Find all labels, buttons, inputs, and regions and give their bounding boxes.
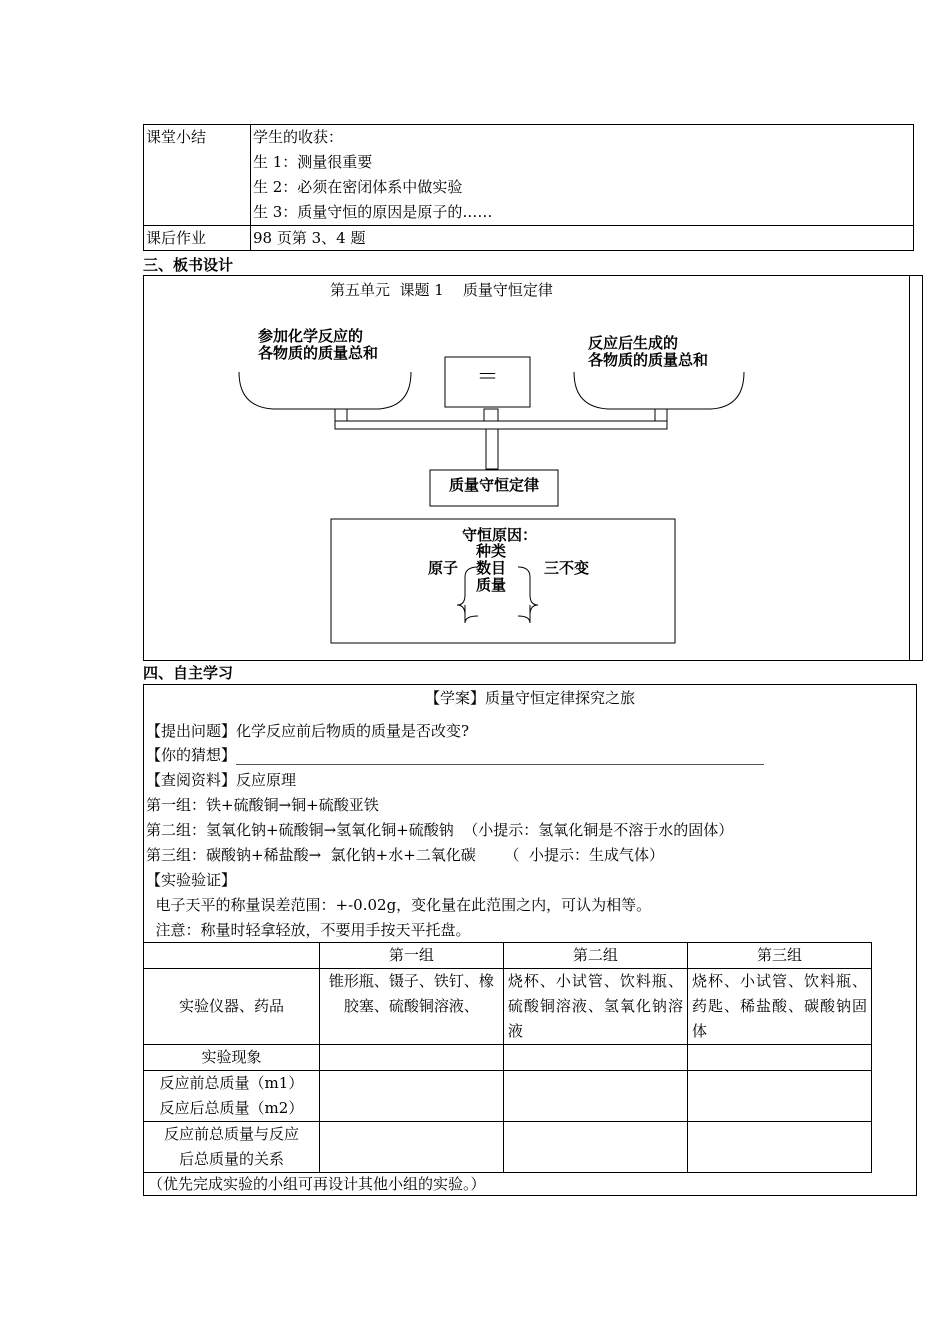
relation-group1[interactable] [319, 1122, 503, 1173]
phenomenon-group2[interactable] [503, 1045, 687, 1071]
row-label-equipment: 实验仪器、药品 [144, 969, 320, 1045]
balance-note: 电子天平的称量误差范围：+-0.02g，变化量在此范围之内，可认为相等。 [146, 896, 652, 914]
mass-label-line: 反应后总质量（m2） [159, 1099, 304, 1117]
left-pan [239, 372, 411, 409]
mass-label-line: 反应前总质量（m1） [159, 1074, 304, 1092]
header-group2: 第二组 [503, 943, 687, 969]
homework-label: 课后作业 [144, 226, 251, 251]
stand [486, 429, 498, 469]
summary-row [144, 125, 914, 226]
row-label-relation [144, 1122, 320, 1173]
section-3-title: 三、板书设计 [143, 256, 234, 274]
right-label-line: 各物质的质量总和 [588, 351, 709, 369]
mass-group3[interactable] [687, 1071, 871, 1122]
left-label-line: 参加化学反应的 [258, 327, 364, 345]
equipment-group2: 烧杯、小试管、饮料瓶、硫酸铜溶液、氢氧化钠溶液 [503, 969, 687, 1045]
reference-label: 【查阅资料】 [146, 771, 237, 789]
reference-text: 反应原理 [236, 771, 297, 789]
mass-group1[interactable] [319, 1071, 503, 1122]
reason-item: 质量 [476, 576, 507, 594]
summary-table [143, 124, 914, 251]
summary-line: 学生的收获： [253, 128, 344, 146]
summary-line: 生 1：测量很重要 [253, 153, 373, 171]
relation-group2[interactable] [503, 1122, 687, 1173]
mass-group2[interactable] [503, 1071, 687, 1122]
section-4-title: 四、自主学习 [143, 664, 234, 682]
homework-value: 98 页第 3、4 题 [251, 226, 914, 251]
summary-label-cell [144, 125, 251, 226]
homework-row [144, 226, 914, 251]
table-row [144, 969, 872, 1045]
row-label-phenomenon: 实验现象 [144, 1045, 320, 1071]
left-label-line: 各物质的质量总和 [258, 344, 379, 362]
beam [335, 421, 667, 429]
board-title: 第五单元 课题 1 质量守恒定律 [330, 281, 553, 299]
table-corner [144, 943, 320, 969]
summary-content-cell [251, 125, 914, 226]
three-unchanged: 三不变 [544, 559, 590, 577]
atom-label: 原子 [428, 559, 459, 577]
reason-title: 守恒原因： [462, 526, 538, 544]
center-support [484, 409, 498, 421]
equals-sign: ＝ [476, 365, 499, 390]
table-header-row [144, 943, 872, 969]
question-label: 【提出问题】 [146, 722, 237, 740]
guess-input-line[interactable] [236, 748, 764, 765]
group3-reaction: 第三组：碳酸钠+稀盐酸→ 氯化钠+水+二氧化碳 （ 小提示：生成气体） [146, 846, 664, 864]
reason-item: 种类 [476, 542, 507, 560]
table-row [144, 1122, 872, 1173]
guess-row [146, 743, 764, 767]
case-title: 【学案】质量守恒定律探究之旅 [424, 689, 635, 707]
table-footer-note: （优先完成实验的小组可再设计其他小组的实验。） [148, 1175, 486, 1193]
right-label-line: 反应后生成的 [588, 334, 679, 352]
law-text: 质量守恒定律 [448, 476, 539, 494]
question-text: 化学反应前后物质的质量是否改变? [236, 722, 470, 740]
balance-diagram [143, 275, 923, 661]
summary-label: 课堂小结 [146, 128, 207, 146]
phenomenon-group1[interactable] [319, 1045, 503, 1071]
group2-reaction: 第二组：氢氧化钠+硫酸铜→氢氧化铜+硫酸钠 （小提示：氢氧化铜是不溶于水的固体） [146, 821, 734, 839]
row-label-mass [144, 1071, 320, 1122]
left-support [335, 409, 347, 421]
phenomenon-group3[interactable] [687, 1045, 871, 1071]
verify-label: 【实验验证】 [146, 871, 237, 889]
reason-item: 数目 [476, 559, 507, 577]
right-pan [574, 372, 744, 409]
equipment-group1: 锥形瓶、镊子、铁钉、橡胶塞、硫酸铜溶液、 [319, 969, 503, 1045]
right-support [655, 409, 667, 421]
table-row [144, 1045, 872, 1071]
relation-label-line: 反应前总质量与反应 [163, 1125, 299, 1143]
relation-group3[interactable] [687, 1122, 871, 1173]
caution-note: 注意：称量时轻拿轻放，不要用手按天平托盘。 [146, 921, 471, 939]
relation-label-line: 后总质量的关系 [178, 1150, 284, 1168]
summary-line: 生 3：质量守恒的原因是原子的…… [253, 203, 493, 221]
header-group3: 第三组 [687, 943, 871, 969]
reason-items [476, 543, 506, 594]
summary-line: 生 2：必须在密闭体系中做实验 [253, 178, 463, 196]
equipment-group3: 烧杯、小试管、饮料瓶、药匙、稀盐酸、碳酸钠固体 [687, 969, 871, 1045]
guess-label: 【你的猜想】 [146, 746, 237, 764]
table-row [144, 1071, 872, 1122]
group1-reaction: 第一组：铁+硫酸铜→铜+硫酸亚铁 [146, 796, 379, 814]
header-group1: 第一组 [319, 943, 503, 969]
experiment-table [143, 942, 872, 1173]
reference-row [146, 768, 296, 792]
question-row [146, 719, 469, 743]
